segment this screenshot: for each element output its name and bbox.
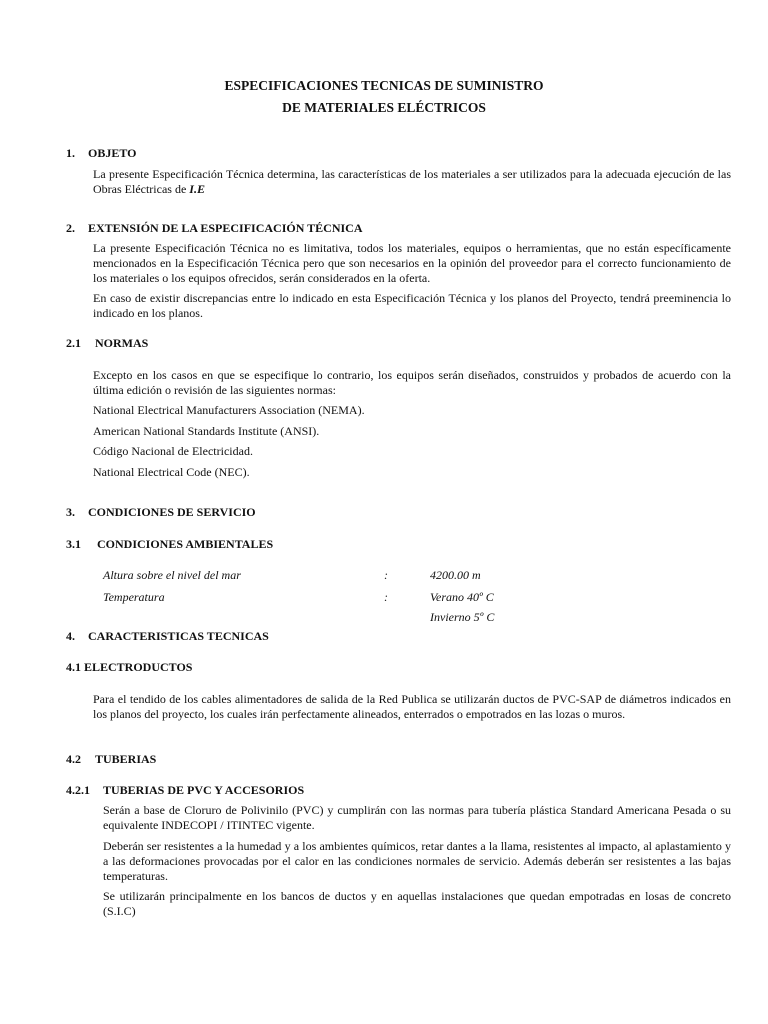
section-title: TUBERIAS DE PVC Y ACCESORIOS [103,783,305,797]
section-number: 2. [66,221,75,235]
section-2-1-heading [66,336,148,351]
section-4-2-1-paragraph-2: Deberán ser resistentes a la humedad y a los ambientes químicos, retar dantes a la llama, resistentes al impacto, al aplastamiento y a las deformaciones provocadas por el calor en las condiciones normales de servicio. Además deberán ser resistentes a las bajas temperaturas. [103,839,731,883]
section-4-2-1-paragraph-1: Serán a base de Cloruro de Polivinilo (PVC) y cumplirán con las normas para tubería plástica Standard Americana Pesada o su equivalente INDECOPI / ITINTEC vigente. [103,803,731,832]
section-1-heading [66,146,136,161]
condition-label: Temperatura [103,590,165,604]
section-4-2-heading [66,752,156,767]
section-3-1-heading [66,537,273,552]
condition-value: 4200.00 m [430,568,481,582]
section-2-paragraph-2: En caso de existir discrepancias entre lo indicado en esta Especificación Técnica y los planos del Proyecto, tendrá preeminencia lo indicado en los planos. [93,291,731,320]
norm-item: National Electrical Manufacturers Association (NEMA). [93,403,365,417]
section-title: CARACTERISTICAS TECNICAS [88,629,269,643]
norm-item: American National Standards Institute (ANSI). [93,424,320,438]
section-4-1-text: Para el tendido de los cables alimentadores de salida de la Red Publica se utilizarán ductos de PVC-SAP de diámetros indicados en los planos del proyecto, los cuales irán perfectamente alineados, enterrados o empotrados en las lozas o muros. [93,692,731,721]
section-number: 3.1 [66,537,81,551]
section-4-2-1-heading [66,783,304,798]
section-title: NORMAS [95,336,149,350]
section-title: TUBERIAS [95,752,157,766]
section-number: 4. [66,629,75,643]
condition-value: Invierno 5º C [430,610,495,624]
condition-separator: : [384,590,388,604]
section-number: 2.1 [66,336,81,350]
section-2-heading [66,221,363,236]
section-title: CONDICIONES DE SERVICIO [88,505,256,519]
section-number: 1. [66,146,75,160]
section-4-2-1-paragraph-3: Se utilizarán principalmente en los bancos de ductos y en aquellas instalaciones que quedan empotradas en losas de concreto (S.I.C) [103,889,731,918]
section-number: 4.2 [66,752,81,766]
project-name: I.E [189,182,205,196]
condition-separator: : [384,568,388,582]
section-3-heading [66,505,256,520]
section-title: OBJETO [88,146,137,160]
section-title: CONDICIONES AMBIENTALES [97,537,274,551]
section-4-heading [66,629,269,644]
section-1-text [93,167,731,197]
paragraph-text: La presente Especificación Técnica determina, las características de los materiales a ser utilizados para la adecuada ejecución de las Obras Eléctricas de [93,167,731,196]
doc-title-line2: DE MATERIALES ELÉCTRICOS [282,100,486,115]
section-number: 4.2.1 [66,783,90,797]
section-2-1-text: Excepto en los casos en que se especifique lo contrario, los equipos serán diseñados, construidos y probados de acuerdo con la última edición o revisión de las siguientes normas: [93,368,731,397]
section-4-1-heading: 4.1 ELECTRODUCTOS [66,660,193,674]
condition-value: Verano 40º C [430,590,494,604]
section-title: EXTENSIÓN DE LA ESPECIFICACIÓN TÉCNICA [88,221,363,235]
section-number: 3. [66,505,75,519]
norm-item: Código Nacional de Electricidad. [93,444,253,458]
doc-title-line1: ESPECIFICACIONES TECNICAS DE SUMINISTRO [224,78,544,93]
section-2-paragraph-1: La presente Especificación Técnica no es limitativa, todos los materiales, equipos o herramientas, que no están específicamente mencionados en la Especificación Técnica pero que son necesarios en la opinión del proveedor para el correcto funcionamiento de los materiales o los equipos ofrecidos, serán considerados en la oferta. [93,241,731,285]
norm-item: National Electrical Code (NEC). [93,465,250,479]
condition-label: Altura sobre el nivel del mar [103,568,241,582]
